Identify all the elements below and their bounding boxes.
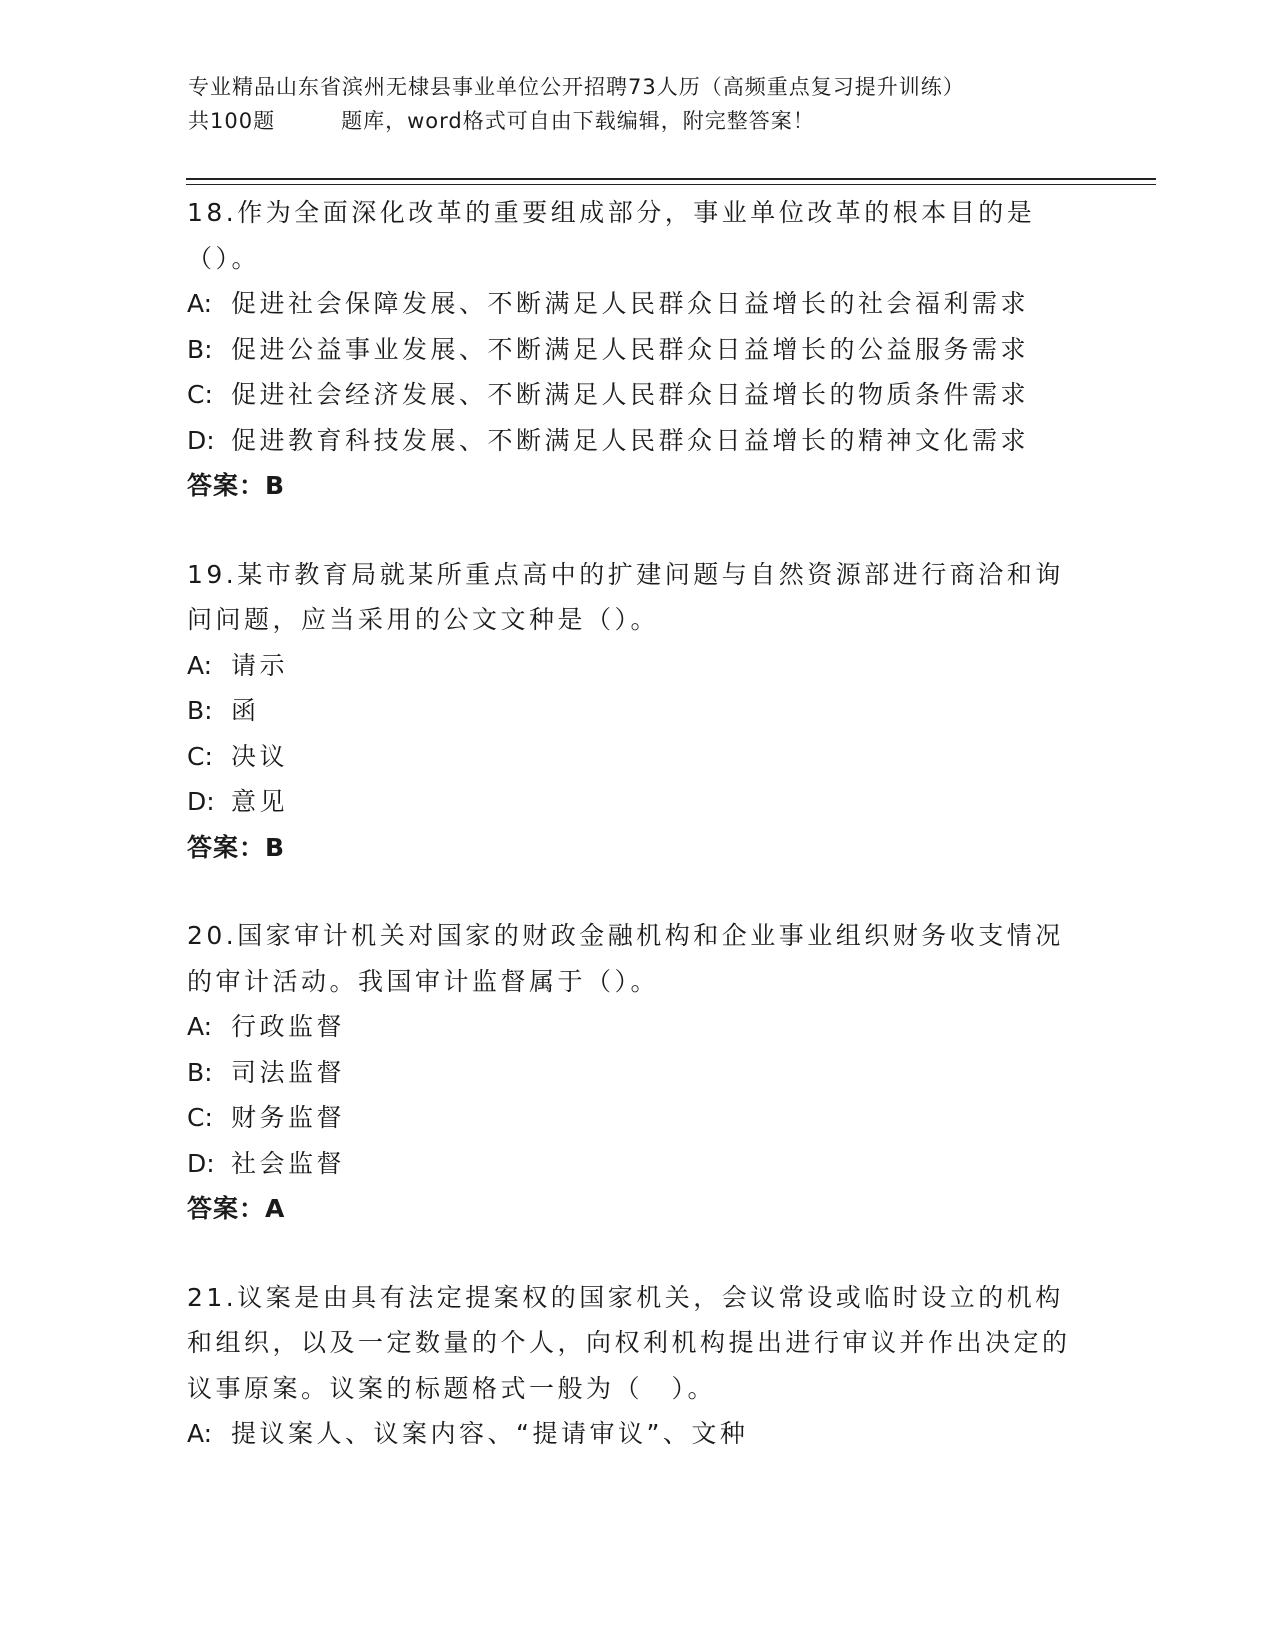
question-19 (187, 552, 1087, 871)
option-letter: C: (187, 380, 213, 409)
header-subtitle-line (188, 104, 1088, 138)
option-d (187, 418, 1087, 464)
option-c (187, 734, 1087, 780)
option-text: 提议案人、议案内容、“提请审议”、文种 (231, 1419, 749, 1448)
header-title-line: 专业精品山东省滨州无棣县事业单位公开招聘73人历（高频重点复习提升训练） (188, 75, 965, 99)
option-text: 意见 (231, 787, 289, 816)
option-b (187, 1050, 1087, 1096)
question-text: 20.国家审计机关对国家的财政金融机构和企业事业组织财务收支情况的审计活动。我国审计监督属于（）。 (187, 921, 1064, 996)
option-a (187, 281, 1087, 327)
option-text: 促进社会经济发展、不断满足人民群众日益增长的物质条件需求 (231, 380, 1030, 409)
option-text: 函 (231, 696, 260, 725)
option-c (187, 1095, 1087, 1141)
option-letter: D: (187, 1148, 215, 1178)
question-18 (187, 190, 1087, 509)
option-text: 决议 (231, 741, 289, 771)
answer-text: 答案：B (187, 832, 286, 862)
option-letter: B: (187, 1057, 213, 1087)
question-text: 21.议案是由具有法定提案权的国家机关，会议常设或临时设立的机构和组织，以及一定数量的个人，向权利机构提出进行审议并作出决定的议事原案。议案的标题格式一般为（ ）。 (187, 1282, 1071, 1403)
option-letter: C: (187, 741, 213, 771)
header-divider-thick (186, 178, 1156, 180)
option-text: 财务监督 (231, 1103, 346, 1132)
option-text: 请示 (231, 650, 289, 680)
option-letter: A: (187, 289, 213, 318)
question-text: 19.某市教育局就某所重点高中的扩建问题与自然资源部进行商洽和询问问题，应当采用的公文文种是（）。 (187, 559, 1064, 634)
option-a (187, 1004, 1087, 1050)
option-d (187, 1141, 1087, 1187)
option-letter: D: (187, 787, 215, 816)
header-divider-thin (186, 184, 1156, 185)
question-20 (187, 913, 1087, 1232)
option-letter: C: (187, 1103, 213, 1132)
option-b (187, 327, 1087, 373)
option-letter: A: (187, 650, 213, 680)
answer-text: 答案：B (187, 471, 286, 500)
option-text: 行政监督 (231, 1012, 346, 1041)
option-c (187, 372, 1087, 418)
option-letter: A: (187, 1012, 213, 1041)
option-a (187, 1411, 1087, 1457)
question-count: 共100题 (188, 109, 276, 133)
option-text: 促进公益事业发展、不断满足人民群众日益增长的公益服务需求 (231, 334, 1030, 364)
option-text: 促进社会保障发展、不断满足人民群众日益增长的社会福利需求 (231, 289, 1030, 318)
option-d (187, 779, 1087, 825)
option-text: 社会监督 (231, 1148, 346, 1178)
option-text: 促进教育科技发展、不断满足人民群众日益增长的精神文化需求 (231, 425, 1030, 455)
option-letter: B: (187, 334, 213, 364)
question-21 (187, 1275, 1087, 1457)
document-header (188, 70, 1088, 138)
question-text: 18.作为全面深化改革的重要组成部分，事业单位改革的根本目的是（）。 (187, 198, 1036, 273)
option-letter: A: (187, 1419, 213, 1448)
question-list (187, 190, 1087, 1500)
option-b (187, 688, 1087, 734)
option-letter: B: (187, 696, 213, 725)
option-text: 司法监督 (231, 1057, 346, 1087)
header-note: 题库，word格式可自由下载编辑，附完整答案！ (341, 109, 815, 133)
answer-text: 答案：A (187, 1194, 286, 1223)
option-letter: D: (187, 425, 215, 455)
option-a (187, 643, 1087, 689)
